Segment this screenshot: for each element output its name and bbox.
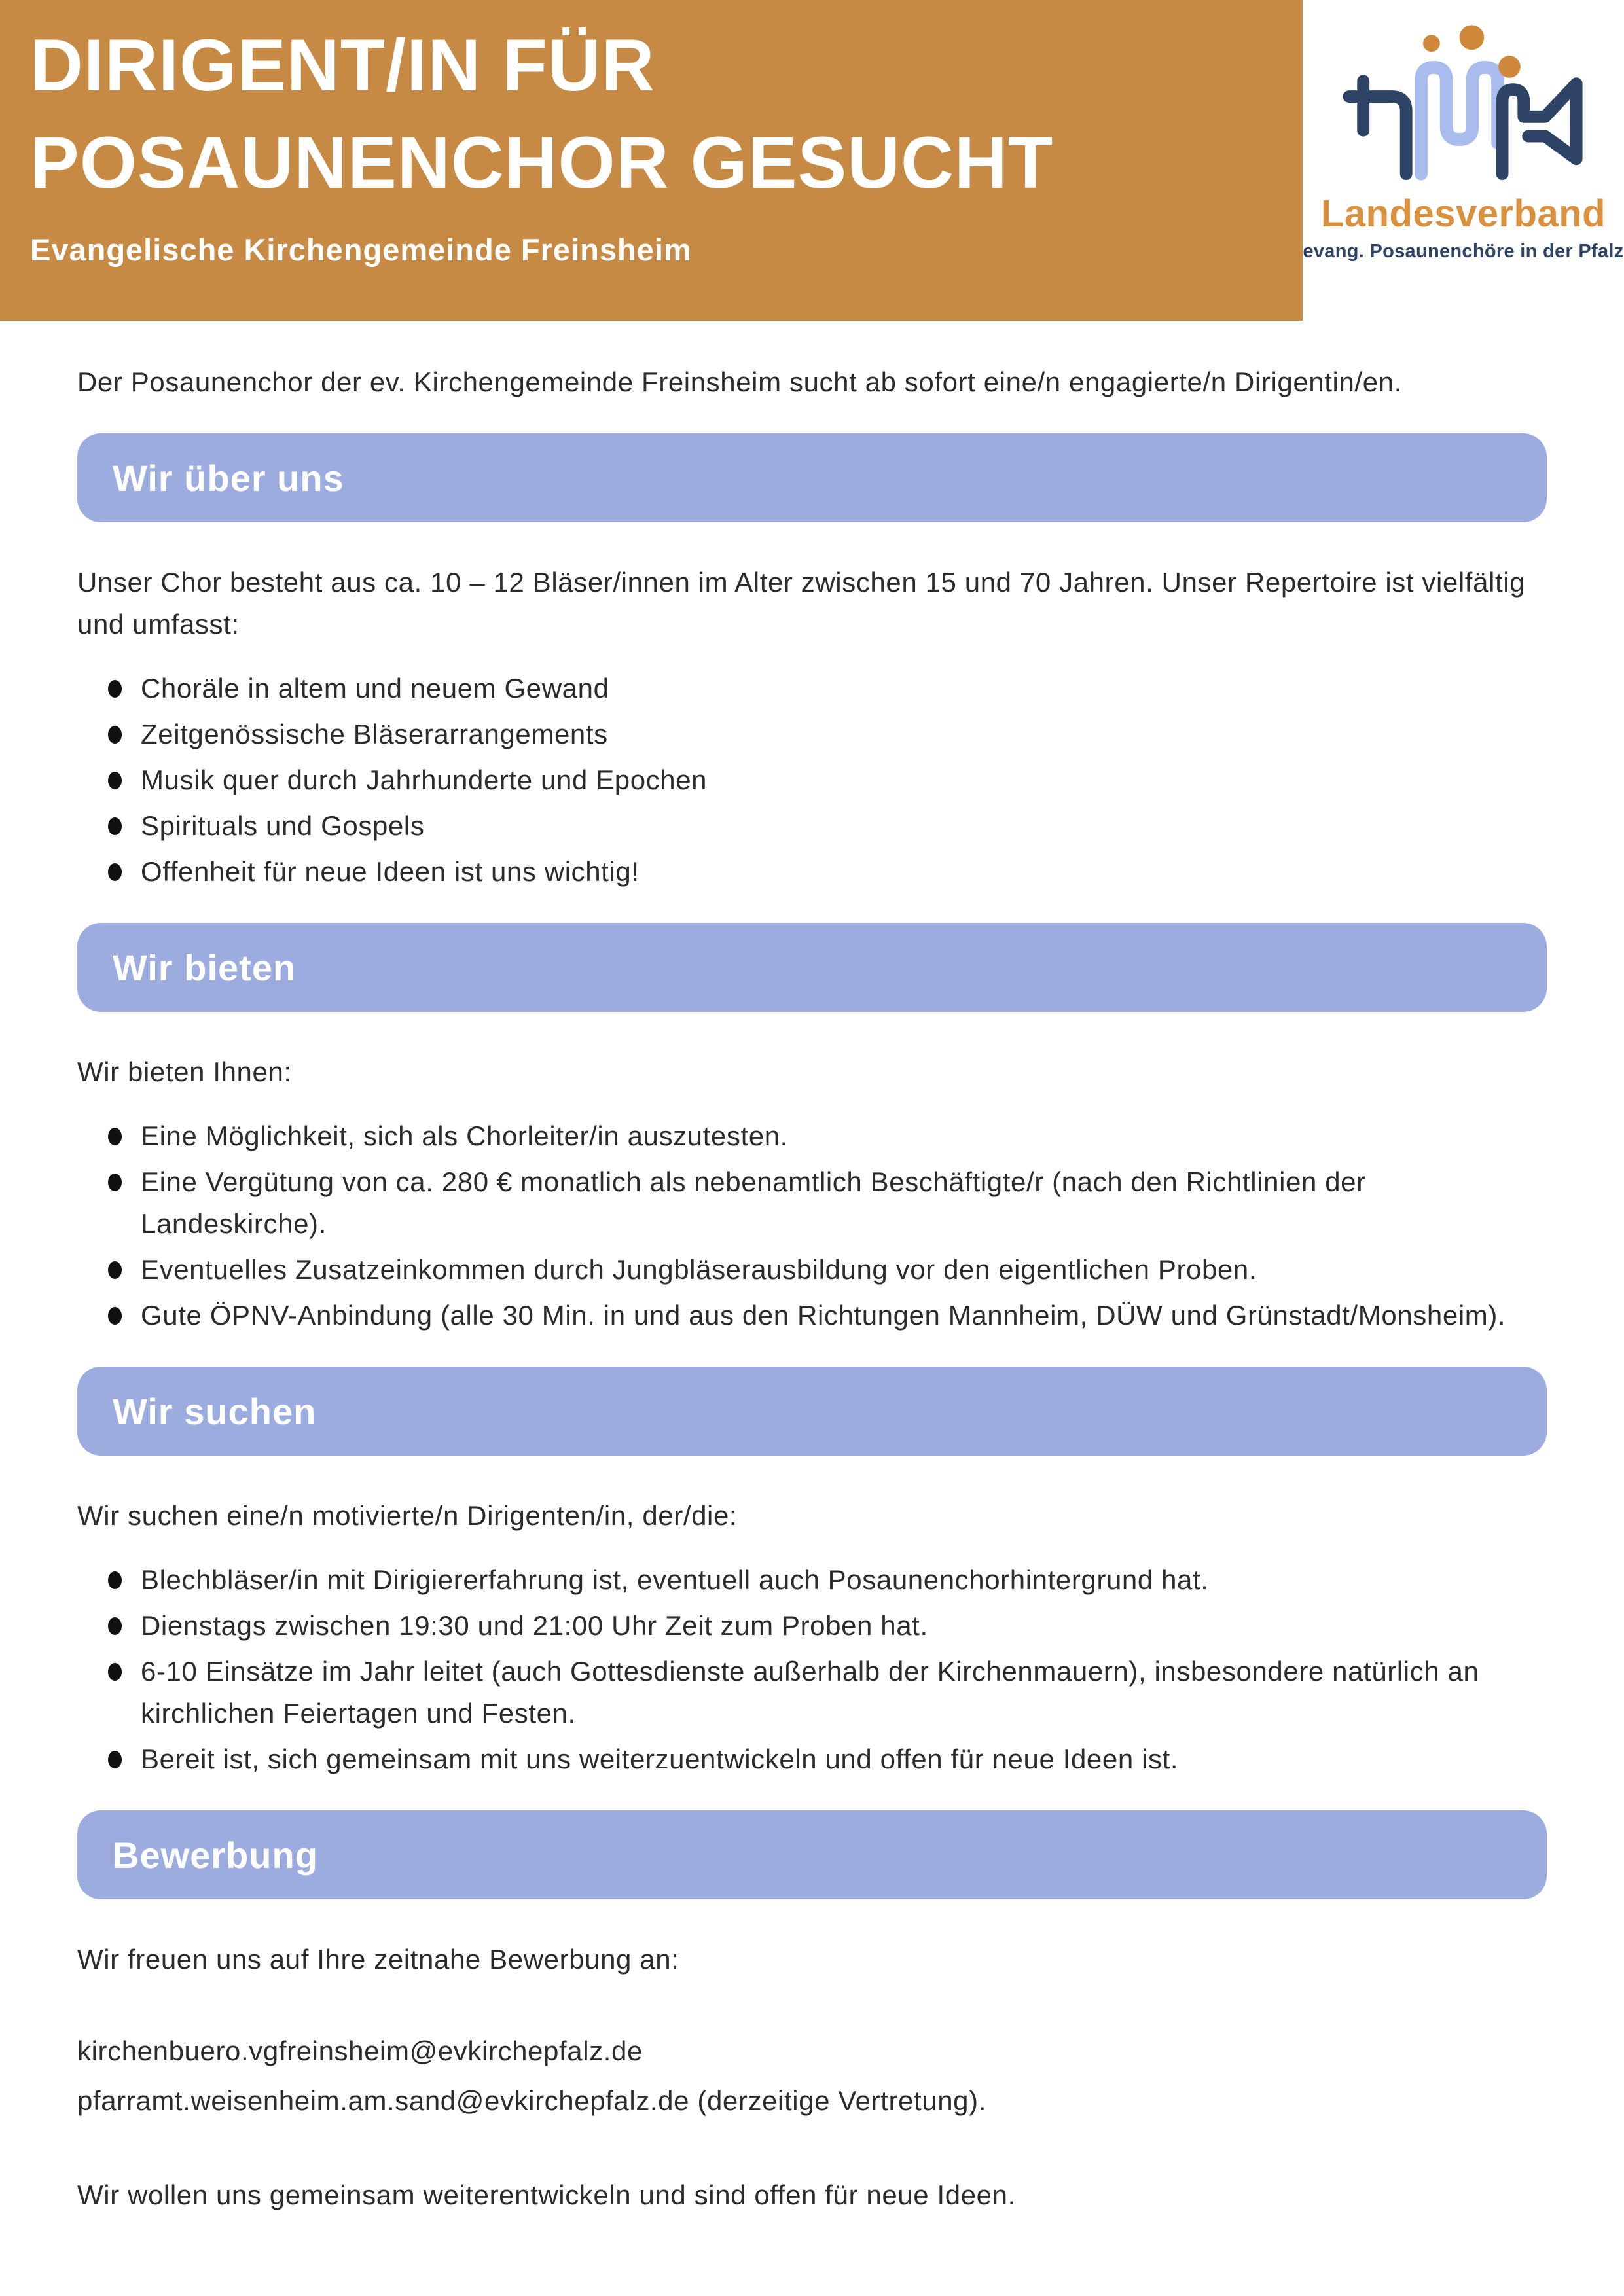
page-subtitle: Evangelische Kirchengemeinde Freinsheim [30, 232, 692, 267]
list-item: Bereit ist, sich gemeinsam mit uns weiterzuentwickeln und offen für neue Ideen ist. [141, 1738, 1547, 1780]
bullet-list [77, 1115, 1547, 1336]
list-item: Eine Möglichkeit, sich als Chorleiter/in auszutesten. [141, 1115, 1547, 1157]
logo-title: Landesverband [1320, 192, 1606, 235]
intro-paragraph: Der Posaunenchor der ev. Kirchengemeinde Freinsheim sucht ab sofort eine/n engagierte/n Dirigentin/en. [77, 367, 1402, 397]
list-item: Spirituals und Gospels [141, 805, 1547, 847]
section-heading: Wir bieten [113, 946, 297, 988]
header-orange-panel [0, 0, 1303, 321]
list-item: Offenheit für neue Ideen ist uns wichtig! [141, 851, 1547, 893]
logo-head-dot-large [1459, 25, 1484, 50]
closing-paragraph: Wir wollen uns gemeinsam weiterentwickeln und sind offen für neue Ideen. [77, 2179, 1016, 2210]
section-heading-bar [77, 1810, 1547, 1899]
section-bewerbung [77, 1810, 1547, 2216]
posaunenchor-logo-icon [1339, 18, 1589, 185]
email-address: kirchenbuero.vgfreinsheim@evkirchepfalz.de [77, 2036, 643, 2066]
list-item: 6-10 Einsätze im Jahr leitet (auch Gottesdienste außerhalb der Kirchenmauern), insbesondere natürlich an kirchlichen Feiertagen und Festen. [141, 1651, 1547, 1734]
email-address: pfarramt.weisenheim.am.sand@evkirchepfalz.de (derzeitige Vertretung). [77, 2085, 986, 2116]
section-wir-ueber-uns [77, 433, 1547, 893]
logo-head-dot-right [1498, 56, 1521, 78]
logo-box [1303, 0, 1624, 321]
list-item: Eventuelles Zusatzeinkommen durch Jungbläserausbildung vor den eigentlichen Proben. [141, 1249, 1547, 1291]
section-paragraph: Unser Chor besteht aus ca. 10 – 12 Bläser/innen im Alter zwischen 15 und 70 Jahren. Unser Repertoire ist vielfältig und umfasst: [77, 567, 1526, 639]
section-paragraph: Wir suchen eine/n motivierte/n Dirigenten/in, der/die: [77, 1500, 738, 1531]
section-heading: Wir suchen [113, 1390, 317, 1432]
bullet-list [77, 1559, 1547, 1780]
list-item: Blechbläser/in mit Dirigiererfahrung ist, eventuell auch Posaunenchorhintergrund hat. [141, 1559, 1547, 1601]
list-item: Dienstags zwischen 19:30 und 21:00 Uhr Zeit zum Proben hat. [141, 1605, 1547, 1647]
header-banner [0, 0, 1624, 321]
section-heading-bar [77, 1367, 1547, 1456]
list-item: Musik quer durch Jahrhunderte und Epochen [141, 759, 1547, 801]
section-wir-bieten [77, 923, 1547, 1336]
page-title [30, 17, 1303, 212]
flyer-content [0, 361, 1624, 2216]
bullet-list [77, 668, 1547, 893]
section-paragraph: Wir freuen uns auf Ihre zeitnahe Bewerbung an: [77, 1944, 679, 1975]
list-item: Eine Vergütung von ca. 280 € monatlich als nebenamtlich Beschäftigte/r (nach den Richtlinien der Landeskirche). [141, 1161, 1547, 1245]
list-item: Choräle in altem und neuem Gewand [141, 668, 1547, 709]
section-heading-bar [77, 923, 1547, 1012]
section-paragraph: Wir bieten Ihnen: [77, 1056, 292, 1087]
section-wir-suchen [77, 1367, 1547, 1780]
section-heading-bar [77, 433, 1547, 522]
page-title-line1: DIRIGENT/IN FÜR [30, 24, 655, 106]
logo-subtitle: evang. Posaunenchöre in der Pfalz [1303, 241, 1624, 262]
page-title-line2: POSAUNENCHOR GESUCHT [30, 121, 1054, 204]
section-heading: Wir über uns [113, 457, 344, 499]
logo-head-dot-small [1422, 35, 1439, 52]
list-item: Gute ÖPNV-Anbindung (alle 30 Min. in und aus den Richtungen Mannheim, DÜW und Grünstadt/Monsheim). [141, 1295, 1547, 1336]
list-item: Zeitgenössische Bläserarrangements [141, 713, 1547, 755]
section-heading: Bewerbung [113, 1834, 318, 1876]
email-block [77, 2026, 1547, 2126]
